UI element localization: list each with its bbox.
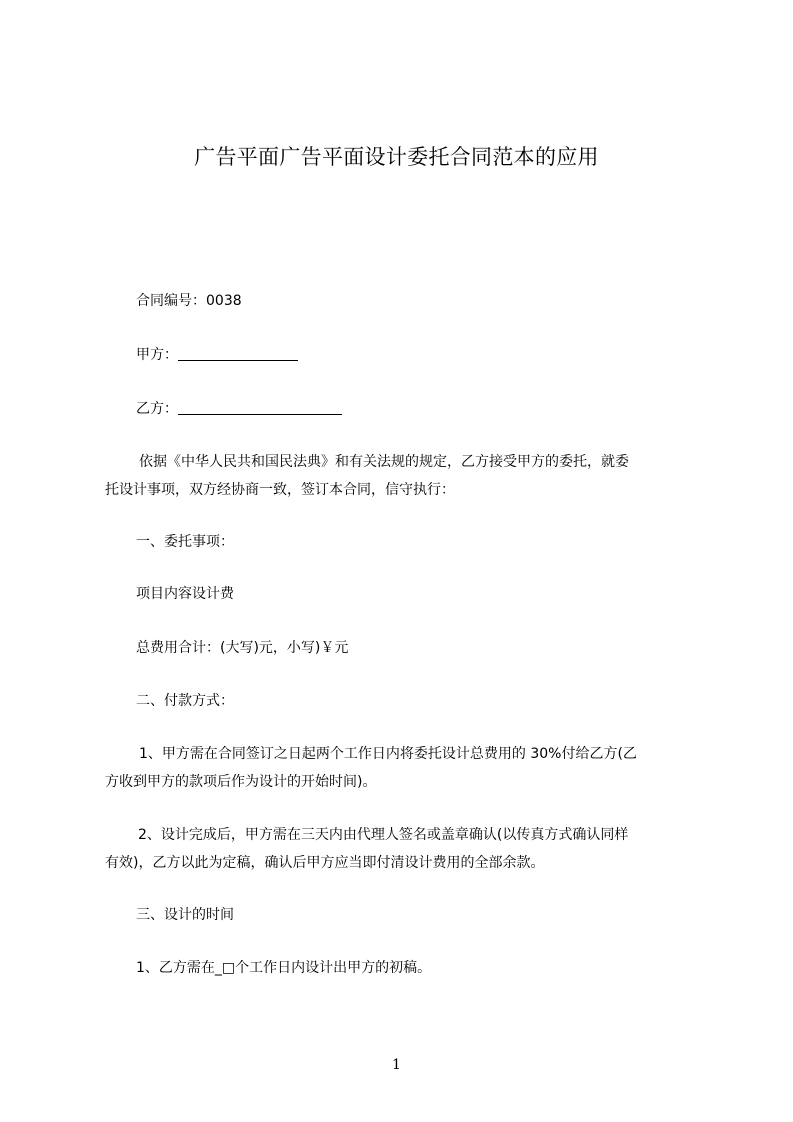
- payment-2-line-2: 有效)，乙方以此为定稿，确认后甲方应当即付清设计费用的全部余款。: [105, 855, 545, 871]
- intro-line-1: 依据《中华人民共和国民法典》和有关法规的规定，乙方接受甲方的委托，就委: [139, 454, 629, 470]
- party-a-line: [136, 345, 298, 365]
- party-a-label: 甲方：: [136, 347, 178, 363]
- page-number: 1: [392, 1057, 401, 1073]
- document-title: 广告平面广告平面设计委托合同范本的应用: [194, 145, 599, 169]
- contract-number: 合同编号：0038: [136, 293, 242, 309]
- project-content: 项目内容设计费: [136, 586, 234, 602]
- intro-line-2: 托设计事项，双方经协商一致，签订本合同，信守执行：: [105, 482, 455, 498]
- intro-paragraph: [105, 448, 701, 504]
- payment-1-line-2: 方收到甲方的款项后作为设计的开始时间)。: [105, 774, 377, 790]
- payment-2-line-1: 2、设计完成后，甲方需在三天内由代理人签名或盖章确认(以传真方式确认同样: [138, 827, 629, 843]
- party-b-label: 乙方：: [136, 401, 178, 417]
- payment-clause-1: [105, 740, 701, 796]
- payment-clause-2: [105, 821, 701, 877]
- section-1-heading: 一、委托事项：: [136, 534, 234, 550]
- section-2-heading: 二、付款方式：: [136, 693, 234, 709]
- design-time-clause-1: 1、乙方需在_□个工作日内设计出甲方的初稿。: [136, 960, 432, 976]
- party-b-line: [136, 399, 342, 419]
- total-fee: 总费用合计：(大写)元，小写)￥元: [136, 640, 349, 656]
- party-a-blank: [178, 346, 298, 361]
- section-3-heading: 三、设计的时间: [136, 907, 234, 923]
- party-b-blank: [178, 400, 342, 415]
- payment-1-line-1: 1、甲方需在合同签订之日起两个工作日内将委托设计总费用的 30%付给乙方(乙: [139, 746, 637, 762]
